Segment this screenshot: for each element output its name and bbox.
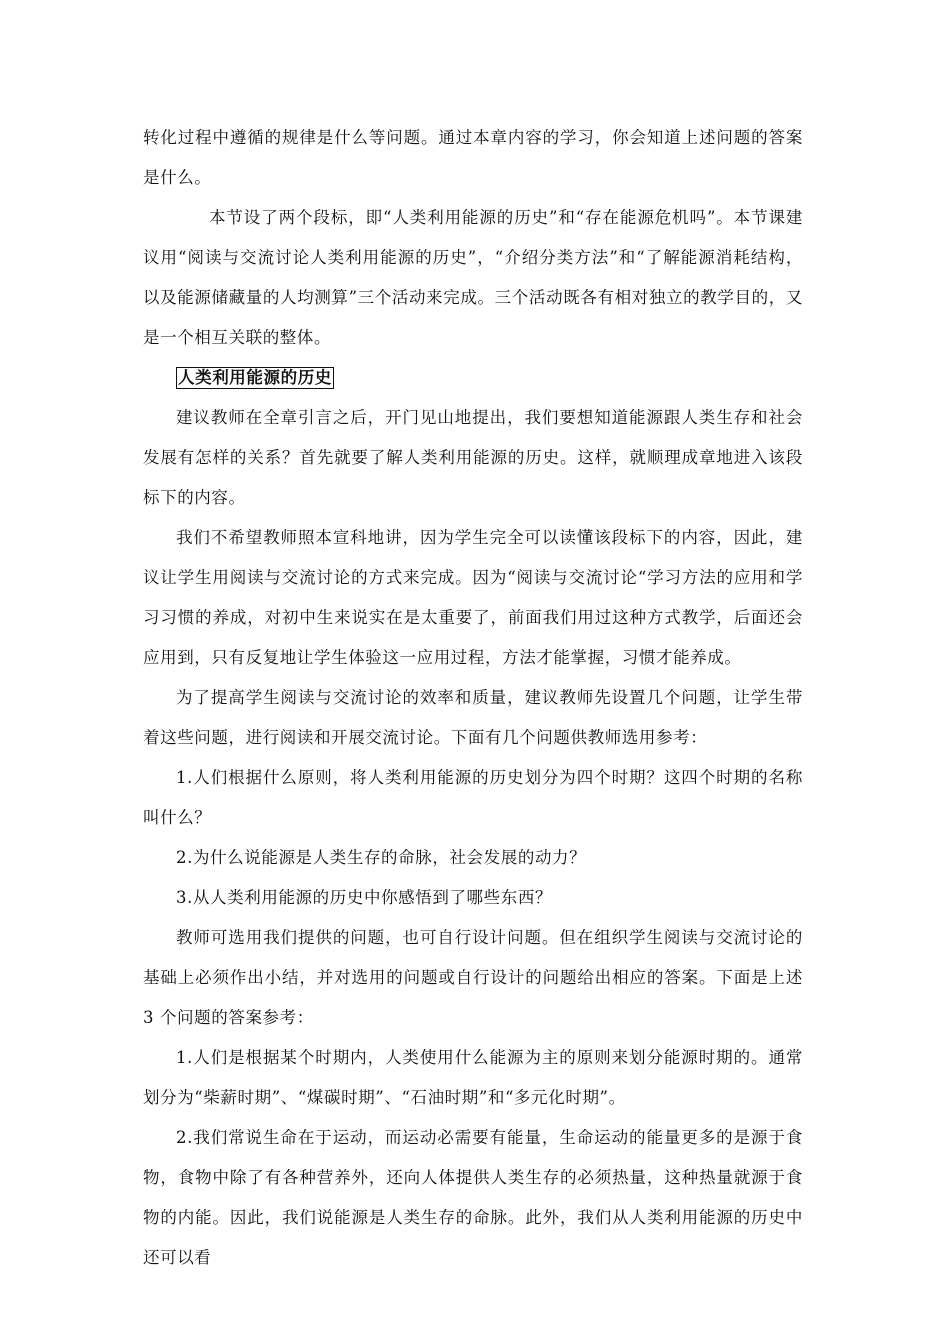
paragraph-question-intro: 为了提高学生阅读与交流讨论的效率和质量，建议教师先设置几个问题，让学生带着这些问题，进行阅读和开展交流讨论。下面有几个问题供教师选用参考： (143, 688, 803, 747)
section-heading (143, 358, 803, 398)
document-body (143, 118, 803, 1278)
question-2: 2.为什么说能源是人类生存的命脉，社会发展的动力？ (176, 848, 587, 867)
paragraph-answer-intro: 教师可选用我们提供的问题，也可自行设计问题。但在组织学生阅读与交流讨论的基础上必须作出小结，并对选用的问题或自行设计的问题给出相应的答案。下面是上述3 个问题的答案参考： (143, 928, 803, 1027)
paragraph-teacher-suggestion: 建议教师在全章引言之后，开门见山地提出，我们要想知道能源跟人类生存和社会发展有怎样的关系？首先就要了解人类利用能源的历史。这样，就顺理成章地进入该段标下的内容。 (143, 408, 803, 507)
section-heading-text: 人类利用能源的历史 (178, 368, 332, 387)
question-1: 1.人们根据什么原则，将人类利用能源的历史划分为四个时期？这四个时期的名称叫什么？ (143, 768, 803, 827)
paragraph-section-overview: 本节设了两个段标，即“人类利用能源的历史”和“存在能源危机吗”。本节课建议用“阅读与交流讨论人类利用能源的历史”，“介绍分类方法”和“了解能源消耗结构，以及能源储藏量的人均测算”三个活动来完成。三个活动既各有相对独立的教学目的，又是一个相互关联的整体。 (143, 208, 803, 347)
question-3: 3.从人类利用能源的历史中你感悟到了哪些东西？ (176, 888, 553, 907)
answer-1: 1.人们是根据某个时期内，人类使用什么能源为主的原则来划分能源时期的。通常划分为“柴薪时期”、“煤碳时期”、“石油时期”和“多元化时期”。 (143, 1048, 803, 1107)
paragraph-intro-continuation: 转化过程中遵循的规律是什么等问题。通过本章内容的学习，你会知道上述问题的答案是什么。 (143, 128, 803, 187)
answer-2: 2.我们常说生命在于运动，而运动必需要有能量，生命运动的能量更多的是源于食物，食物中除了有各种营养外，还向人体提供人类生存的必须热量，这种热量就源于食物的内能。因此，我们说能源是人类生存的命脉。此外，我们从人类利用能源的历史中还可以看 (143, 1128, 803, 1267)
paragraph-reading-discussion: 我们不希望教师照本宣科地讲，因为学生完全可以读懂该段标下的内容，因此，建议让学生用阅读与交流讨论的方式来完成。因为“阅读与交流讨论“学习方法的应用和学习习惯的养成，对初中生来说实在是太重要了，前面我们用过这种方式教学，后面还会应用到，只有反复地让学生体验这一应用过程，方法才能掌握，习惯才能养成。 (143, 528, 803, 667)
